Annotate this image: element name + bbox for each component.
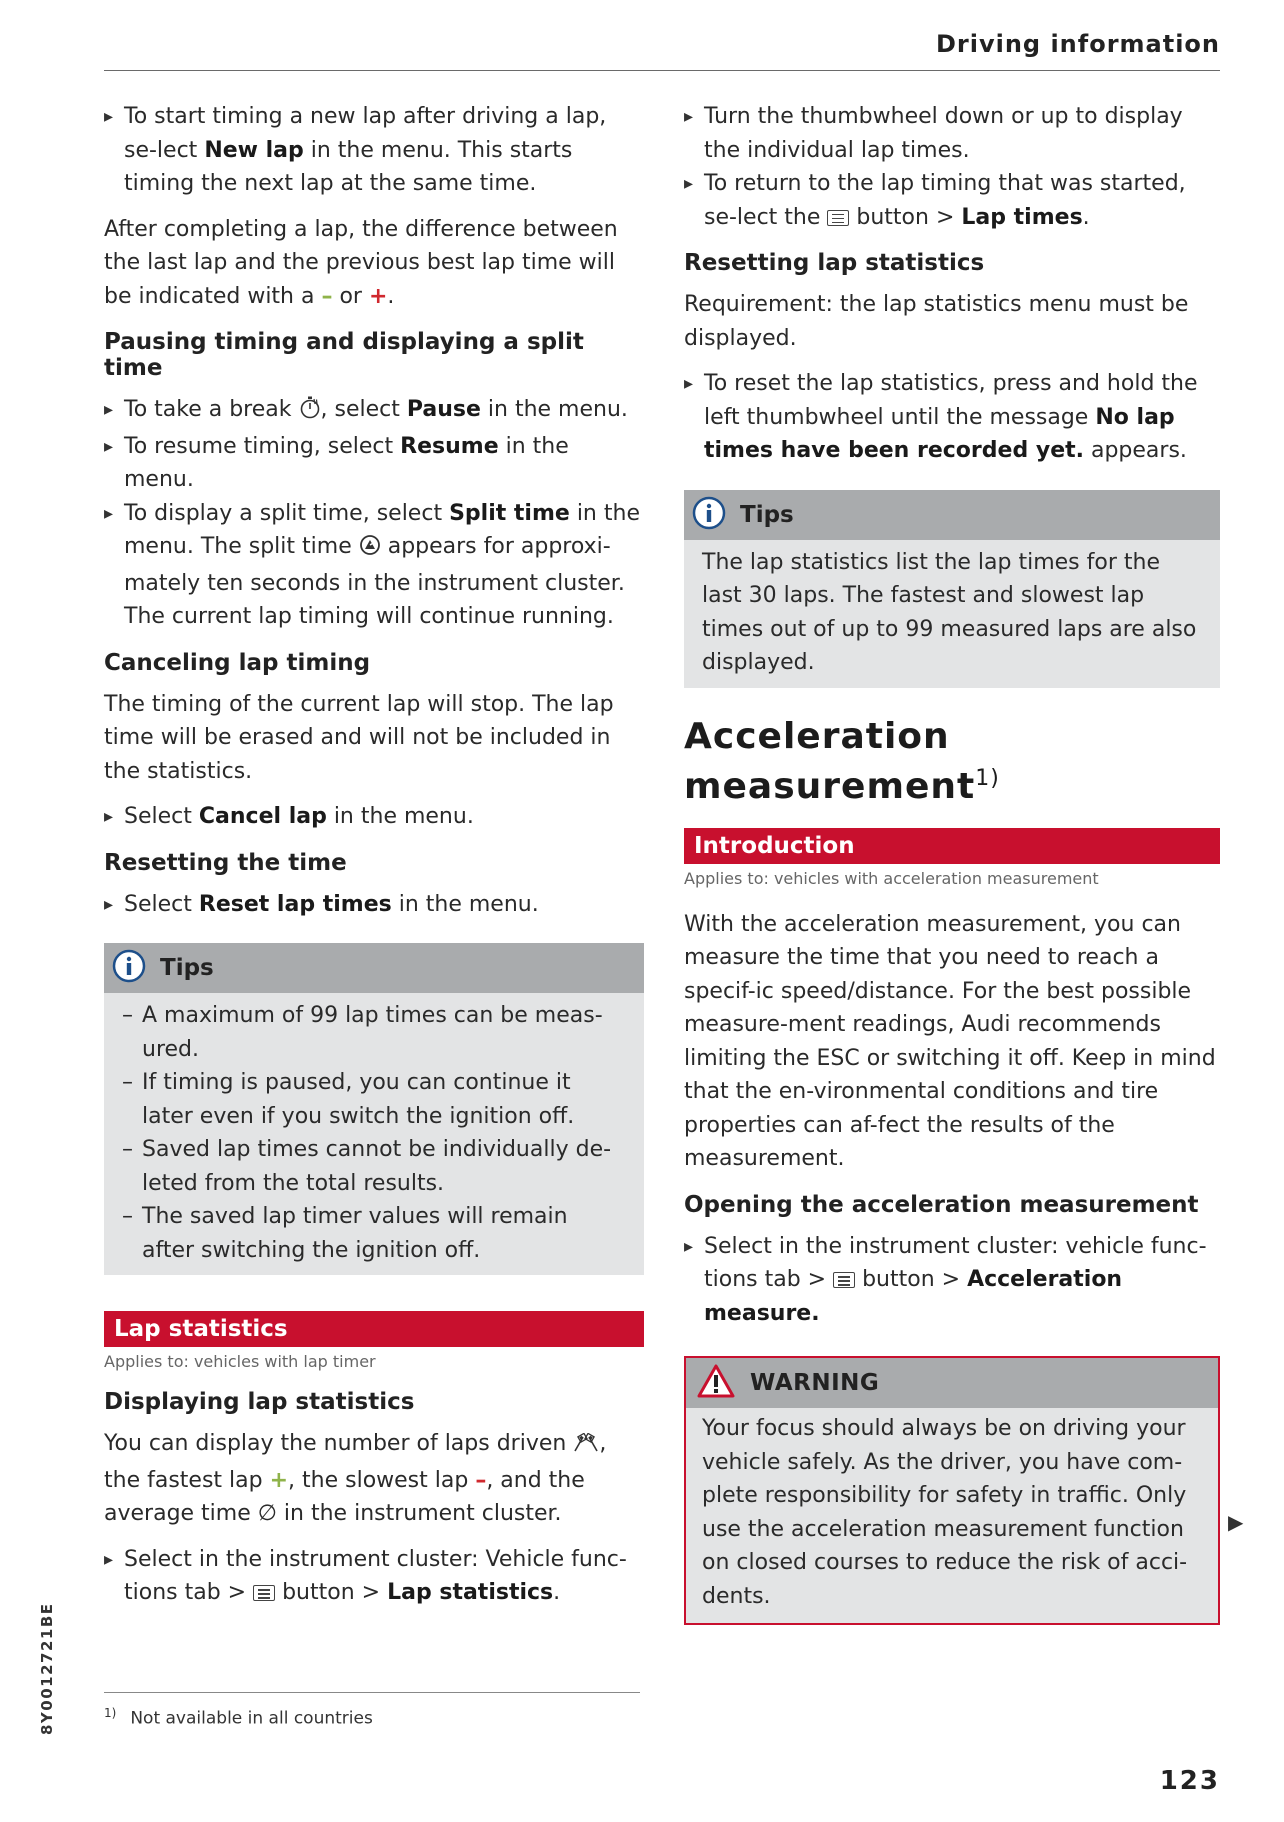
stopwatch-icon: [299, 395, 321, 430]
info-icon: [692, 496, 726, 534]
canceling-heading: Canceling lap timing: [104, 649, 371, 676]
tips-box-left: [104, 943, 644, 1275]
reset-statistics-step: ▸ To reset the lap statistics, press and hold the left thumbwheel until the message No lap times have been recorded yet. appears.: [684, 367, 1220, 468]
section-title: Driving information: [935, 30, 1220, 58]
select-lap-statistics-step: ▸ Select in the instrument cluster: Vehicle func-tions tab > button > Lap statistics.: [104, 1543, 644, 1610]
tips-label: Tips: [740, 501, 794, 528]
introduction-paragraph: With the acceleration measurement, you can measure the time that you need to reach a specif-ic speed/distance. For the best possible measure-ment readings, Audi recommends limiting the ESC or switching it off. Keep in mind that the en-vironmental conditions and tire properties can af-fect the results of the measurement.: [684, 911, 1216, 1171]
resume-step: ▸ To resume timing, select Resume in the menu.: [104, 430, 644, 497]
average-symbol: ∅: [257, 1501, 277, 1526]
lap-difference-paragraph: After completing a lap, the difference between the last lap and the previous best lap time will be indicated with a – or +.: [104, 216, 618, 309]
pausing-heading: Pausing timing and displaying a split time: [104, 329, 584, 381]
slowest-lap-minus: –: [475, 1467, 487, 1493]
tip-item: – A maximum of 99 lap times can be meas-ured.: [122, 999, 626, 1066]
page-number: 123: [1159, 1766, 1220, 1796]
footnote-divider: [104, 1692, 640, 1693]
tips-label: Tips: [160, 955, 214, 981]
introduction-applies: Applies to: vehicles with acceleration measurement: [684, 868, 1099, 888]
left-column: [104, 100, 644, 1622]
new-lap-step: ▸ To start timing a new lap after driving a lap, se-lect New lap in the menu. This starts timing the next lap at the same time.: [104, 100, 644, 201]
page-header: [104, 28, 1220, 71]
requirement-paragraph: Requirement: the lap statistics menu must be displayed.: [684, 292, 1189, 351]
introduction-bar: Introduction: [684, 828, 1220, 864]
info-icon: [112, 949, 146, 987]
continue-arrow-icon: ▶: [1228, 1510, 1244, 1534]
thumbwheel-step: ▸ Turn the thumbwheel down or up to display the individual lap times.: [684, 100, 1220, 167]
tip-item: – Saved lap times cannot be individually de-leted from the total results.: [122, 1133, 626, 1200]
tip-text: The lap statistics list the lap times for the last 30 laps. The fastest and slowest lap times out of up to 99 measured laps are also displayed.: [702, 549, 1197, 675]
menu-button-icon: [833, 1272, 855, 1288]
tip-item: – If timing is paused, you can continue it later even if you switch the ignition off.: [122, 1066, 626, 1133]
resetting-lap-statistics-heading: Resetting lap statistics: [684, 250, 985, 276]
checkered-flags-icon: [573, 1430, 599, 1464]
warning-label: WARNING: [750, 1370, 880, 1396]
right-column: [684, 100, 1220, 1625]
warning-box: [684, 1356, 1220, 1625]
split-time-icon: [359, 533, 381, 567]
tips-box-right: [684, 490, 1220, 688]
reset-lap-times-step: ▸ Select Reset lap times in the menu.: [104, 888, 644, 922]
acceleration-measurement-title: Acceleration measurement$^{1)}$: [684, 715, 1000, 807]
minus-indicator: –: [321, 283, 333, 309]
displaying-lap-statistics-heading: Displaying lap statistics: [104, 1389, 415, 1415]
pause-step: ▸ To take a break , select Pause in the menu.: [104, 393, 644, 430]
canceling-paragraph: The timing of the current lap will stop. The lap time will be erased and will not be included in the statistics.: [104, 691, 614, 784]
warning-triangle-icon: [696, 1363, 736, 1403]
cancel-lap-step: ▸ Select Cancel lap in the menu.: [104, 800, 644, 834]
lap-statistics-bar: Lap statistics: [104, 1311, 644, 1347]
open-acceleration-step: ▸ Select in the instrument cluster: vehicle func-tions tab > button > Acceleration measure.: [684, 1230, 1220, 1331]
return-lap-timing-step: ▸ To return to the lap timing that was started, se-lect the button > Lap times.: [684, 167, 1220, 234]
fastest-lap-plus: +: [269, 1467, 289, 1493]
split-time-step: ▸ To display a split time, select Split time in the menu. The split time appears for approxi-mately ten seconds in the instrument cluster. The current lap timing will continue running.: [104, 497, 644, 634]
resetting-time-heading: Resetting the time: [104, 849, 347, 876]
warning-text: Your focus should always be on driving your vehicle safely. As the driver, you have com-plete responsibility for safety in traffic. Only use the acceleration measurement function on closed courses to reduce the risk of acci-dents.: [702, 1416, 1188, 1609]
plus-indicator: +: [368, 283, 388, 309]
footnote: $^{1)}$ Not available in all countries: [104, 1706, 373, 1729]
tip-item: – The saved lap timer values will remain after switching the ignition off.: [122, 1200, 626, 1267]
lap-statistics-applies: Applies to: vehicles with lap timer: [104, 1352, 376, 1371]
menu-button-icon: [827, 210, 849, 226]
menu-button-icon: [253, 1585, 275, 1601]
displaying-lap-statistics-paragraph: You can display the number of laps driven , the fastest lap +, the slowest lap –, and the average time ∅ in the instrument cluster.: [104, 1431, 607, 1526]
document-code: 8Y0012721BE: [38, 1602, 56, 1735]
opening-acceleration-heading: Opening the acceleration measurement: [684, 1191, 1199, 1218]
